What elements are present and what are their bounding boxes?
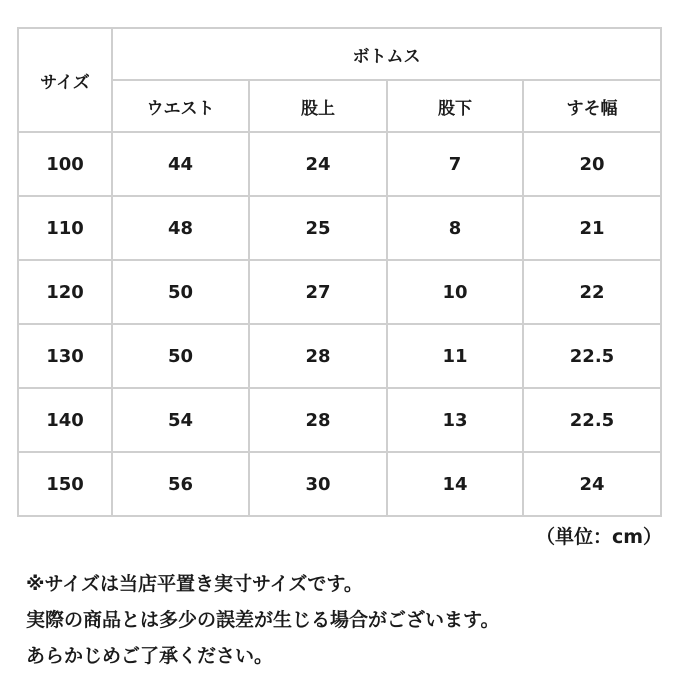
rise-cell: 28 — [249, 388, 387, 452]
table-row — [18, 452, 661, 516]
size-cell: 130 — [18, 324, 112, 388]
inseam-cell: 10 — [387, 260, 523, 324]
inseam-cell: 13 — [387, 388, 523, 452]
table-header-row — [18, 28, 661, 80]
size-cell: 100 — [18, 132, 112, 196]
waist-cell: 54 — [112, 388, 249, 452]
size-cell: 120 — [18, 260, 112, 324]
table-row — [18, 260, 661, 324]
column-header-waist: ウエスト — [112, 80, 249, 132]
inseam-cell: 14 — [387, 452, 523, 516]
note-line: 実際の商品とは多少の誤差が生じる場合がございます。 — [26, 609, 500, 631]
unit-label: （単位：cm） — [535, 526, 662, 548]
table-row — [18, 388, 661, 452]
note-line: ※サイズは当店平置き実寸サイズです。 — [26, 573, 363, 595]
notes-block — [26, 566, 499, 674]
waist-cell: 56 — [112, 452, 249, 516]
waist-cell: 50 — [112, 324, 249, 388]
hem-width-cell: 24 — [523, 452, 661, 516]
rise-cell: 27 — [249, 260, 387, 324]
hem-width-cell: 22.5 — [523, 388, 661, 452]
hem-width-cell: 22 — [523, 260, 661, 324]
size-cell: 150 — [18, 452, 112, 516]
waist-cell: 44 — [112, 132, 249, 196]
rise-cell: 25 — [249, 196, 387, 260]
column-header-hem-width: すそ幅 — [523, 80, 661, 132]
inseam-cell: 7 — [387, 132, 523, 196]
waist-cell: 50 — [112, 260, 249, 324]
size-cell: 110 — [18, 196, 112, 260]
rise-cell: 28 — [249, 324, 387, 388]
hem-width-cell: 22.5 — [523, 324, 661, 388]
hem-width-cell: 21 — [523, 196, 661, 260]
size-chart-table — [17, 27, 662, 517]
group-header: ボトムス — [112, 28, 661, 80]
column-header-inseam: 股下 — [387, 80, 523, 132]
table-subheader-row — [18, 80, 661, 132]
hem-width-cell: 20 — [523, 132, 661, 196]
table-row — [18, 324, 661, 388]
inseam-cell: 11 — [387, 324, 523, 388]
inseam-cell: 8 — [387, 196, 523, 260]
size-cell: 140 — [18, 388, 112, 452]
rise-cell: 24 — [249, 132, 387, 196]
table-row — [18, 196, 661, 260]
rise-cell: 30 — [249, 452, 387, 516]
note-line: あらかじめご了承ください。 — [26, 645, 274, 667]
waist-cell: 48 — [112, 196, 249, 260]
size-header: サイズ — [18, 28, 112, 132]
table-row — [18, 132, 661, 196]
column-header-rise: 股上 — [249, 80, 387, 132]
